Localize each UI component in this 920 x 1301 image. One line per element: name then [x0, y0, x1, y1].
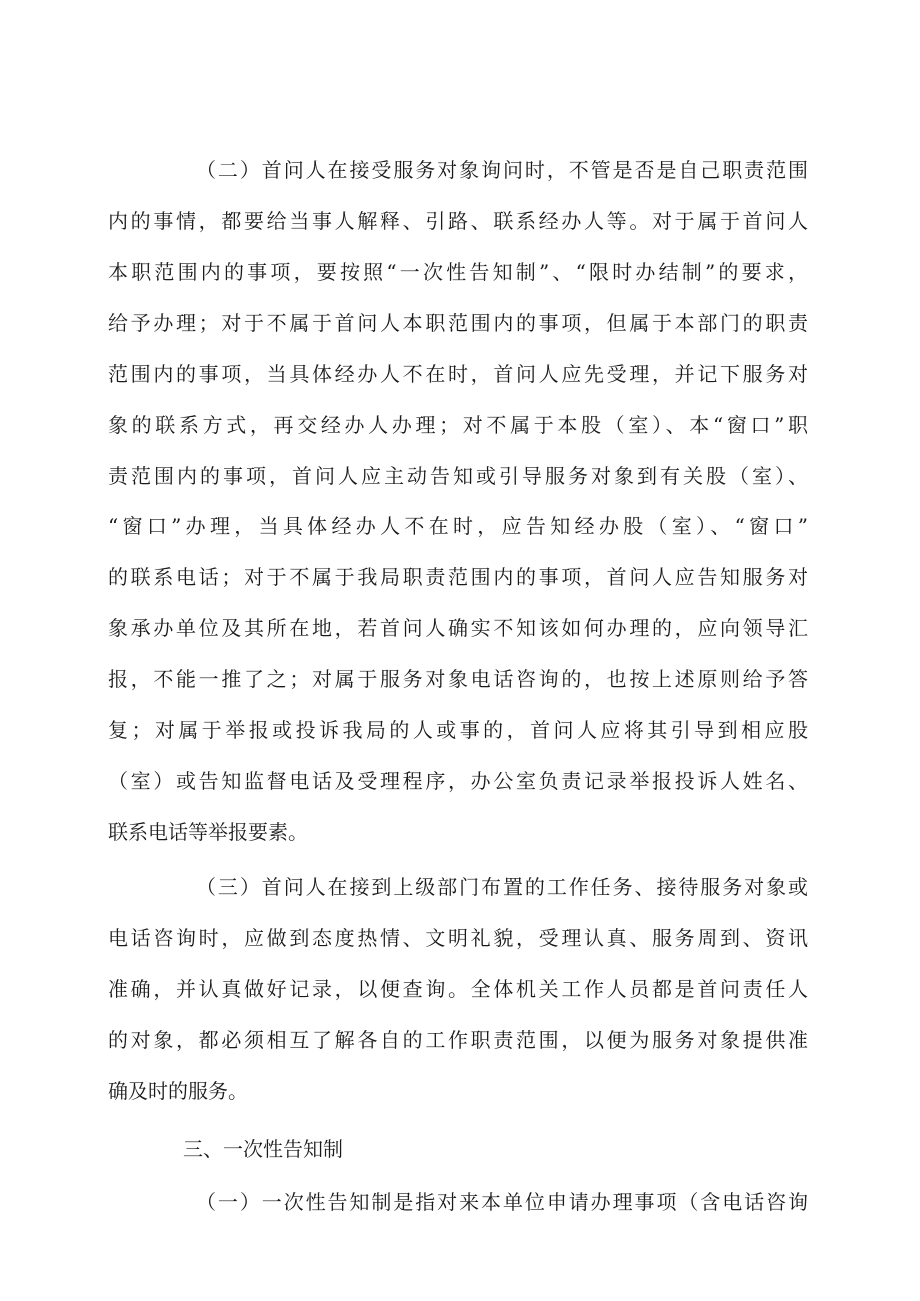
paragraph-line: 复；对属于举报或投诉我局的人或事的，首问人应将其引导到相应股	[108, 718, 808, 742]
paragraph-line: 责范围内的事项，首问人应主动告知或引导服务对象到有关股（室）、	[108, 464, 808, 488]
paragraph-line: （一）一次性告知制是指对来本单位申请办理事项（含电话咨询	[196, 1190, 808, 1214]
paragraph-line: （三）首问人在接到上级部门布置的工作任务、接待服务对象或	[196, 875, 808, 899]
paragraph-line: （室）或告知监督电话及受理程序，办公室负责记录举报投诉人姓名、	[108, 769, 808, 793]
paragraph-line: 准确，并认真做好记录，以便查询。全体机关工作人员都是首问责任人	[108, 977, 808, 1001]
paragraph-line: 的对象，都必须相互了解各自的工作职责范围，以便为服务对象提供准	[108, 1028, 808, 1052]
paragraph-line: 报，不能一推了之；对属于服务对象电话咨询的，也按上述原则给予答	[108, 667, 808, 691]
paragraph-line: 给予办理；对于不属于首问人本职范围内的事项，但属于本部门的职责	[108, 311, 808, 335]
paragraph-line: 象的联系方式，再交经办人办理；对不属于本股（室）、本“窗口”职	[108, 413, 808, 437]
paragraph-line: （二）首问人在接受服务对象询问时，不管是否是自己职责范围	[196, 158, 808, 182]
paragraph-line: 确及时的服务。	[108, 1079, 248, 1103]
paragraph-line: 联系电话等举报要素。	[108, 820, 308, 844]
paragraph-line: “窗口”办理，当具体经办人不在时，应告知经办股（室）、“窗口”	[108, 514, 808, 538]
paragraph-line: 范围内的事项，当具体经办人不在时，首问人应先受理，并记下服务对	[108, 362, 808, 386]
paragraph-line: 电话咨询时，应做到态度热情、文明礼貌，受理认真、服务周到、资讯	[108, 926, 808, 950]
section-heading: 三、一次性告知制	[183, 1137, 343, 1161]
paragraph-line: 本职范围内的事项，要按照“一次性告知制”、“限时办结制”的要求，	[108, 260, 808, 284]
paragraph-line: 内的事情，都要给当事人解释、引路、联系经办人等。对于属于首问人	[108, 209, 808, 233]
paragraph-line: 的联系电话；对于不属于我局职责范围内的事项，首问人应告知服务对	[108, 565, 808, 589]
paragraph-line: 象承办单位及其所在地，若首问人确实不知该如何办理的，应向领导汇	[108, 616, 808, 640]
